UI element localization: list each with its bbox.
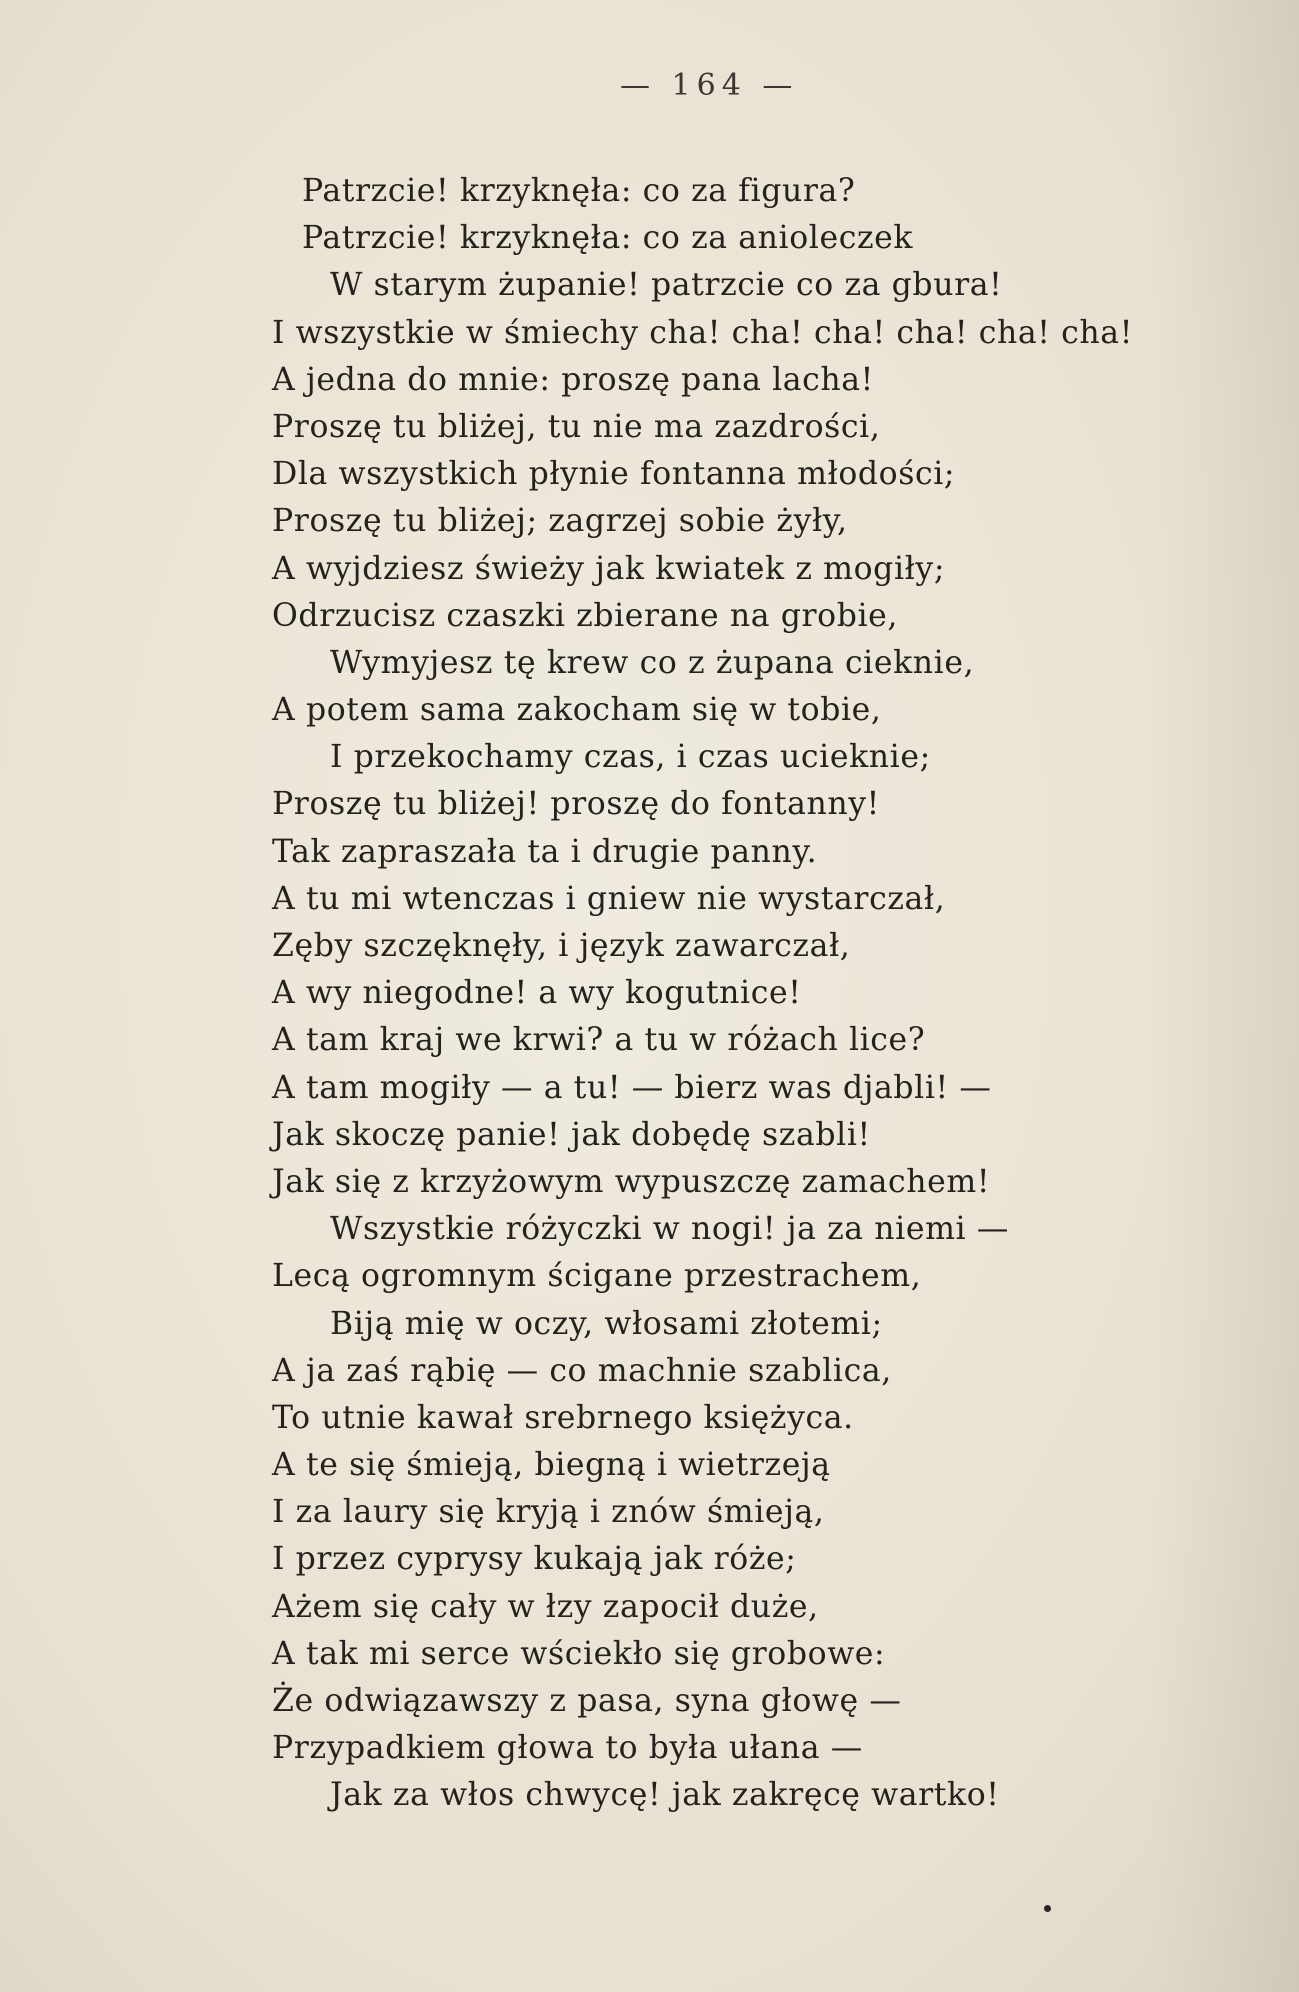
poem-line: Proszę tu bliżej; zagrzej sobie żyły, — [272, 503, 848, 540]
poem-line: To utnie kawał srebrnego księżyca. — [272, 1399, 854, 1436]
poem-line: Jak skoczę panie! jak dobędę szabli! — [272, 1116, 871, 1153]
poem-line: Patrzcie! krzyknęła: co za figura? — [302, 173, 856, 209]
poem-line: Odrzucisz czaszki zbierane na grobie, — [272, 597, 898, 634]
poem-line: Proszę tu bliżej! proszę do fontanny! — [272, 786, 880, 823]
poem-line: A tu mi wtenczas i gniew nie wystarczał, — [272, 880, 946, 917]
poem-line: Proszę tu bliżej, tu nie ma zazdrości, — [272, 408, 881, 445]
poem-line: A jedna do mnie: proszę pana lacha! — [272, 361, 874, 398]
page-number: — 164 — — [620, 68, 799, 103]
poem-line: Patrzcie! krzyknęła: co za anioleczek — [302, 220, 914, 257]
ink-dot — [1044, 1905, 1051, 1912]
poem-line: Jak za włos chwycę! jak zakręcę wartko! — [330, 1777, 1000, 1814]
poem-line: Zęby szczęknęły, i język zawarczał, — [272, 928, 851, 964]
poem-line: A potem sama zakocham się w tobie, — [272, 692, 882, 729]
poem-line: I przez cyprysy kukają jak róże; — [272, 1541, 797, 1578]
poem-line: A tam kraj we krwi? a tu w różach lice? — [272, 1022, 926, 1059]
poem-line: Dla wszystkich płynie fontanna młodości; — [272, 456, 956, 493]
poem-line: Przypadkiem głowa to była ułana — — [272, 1730, 863, 1767]
poem-line: I wszystkie w śmiechy cha! cha! cha! cha! cha! cha! — [272, 314, 1133, 351]
poem-line: A wyjdziesz świeży jak kwiatek z mogiły; — [272, 550, 946, 587]
poem-line: I za laury się kryją i znów śmieją, — [272, 1494, 825, 1531]
poem-line: I przekochamy czas, i czas ucieknie; — [330, 739, 931, 776]
poem-line: Że odwiązawszy z pasa, syna głowę — — [272, 1683, 902, 1719]
poem-text — [272, 168, 1232, 1820]
poem-line: A ja zaś rąbię — co machnie szablica, — [272, 1352, 892, 1389]
poem-line: Wymyjesz tę krew co z żupana cieknie, — [330, 644, 975, 681]
poem-line: A tak mi serce wściekło się grobowe: — [272, 1635, 886, 1672]
poem-line: W starym żupanie! patrzcie co za gbura! — [330, 267, 1003, 304]
poem-line: Wszystkie różyczki w nogi! ja za niemi — — [330, 1211, 1009, 1248]
poem-line: Tak zapraszała ta i drugie panny. — [272, 833, 818, 870]
poem-line: A tam mogiły — a tu! — bierz was djabli! — — [272, 1069, 992, 1106]
poem-line: Jak się z krzyżowym wypuszczę zamachem! — [272, 1163, 991, 1200]
poem-line: Biją mię w oczy, włosami złotemi; — [330, 1305, 883, 1342]
poem-line: Lecą ogromnym ścigane przestrachem, — [272, 1258, 922, 1295]
poem-line: A wy niegodne! a wy kogutnice! — [272, 975, 802, 1012]
poem-line: Ażem się cały w łzy zapocił duże, — [272, 1588, 819, 1625]
poem-line: A te się śmieją, biegną i wietrzeją — [272, 1447, 831, 1484]
